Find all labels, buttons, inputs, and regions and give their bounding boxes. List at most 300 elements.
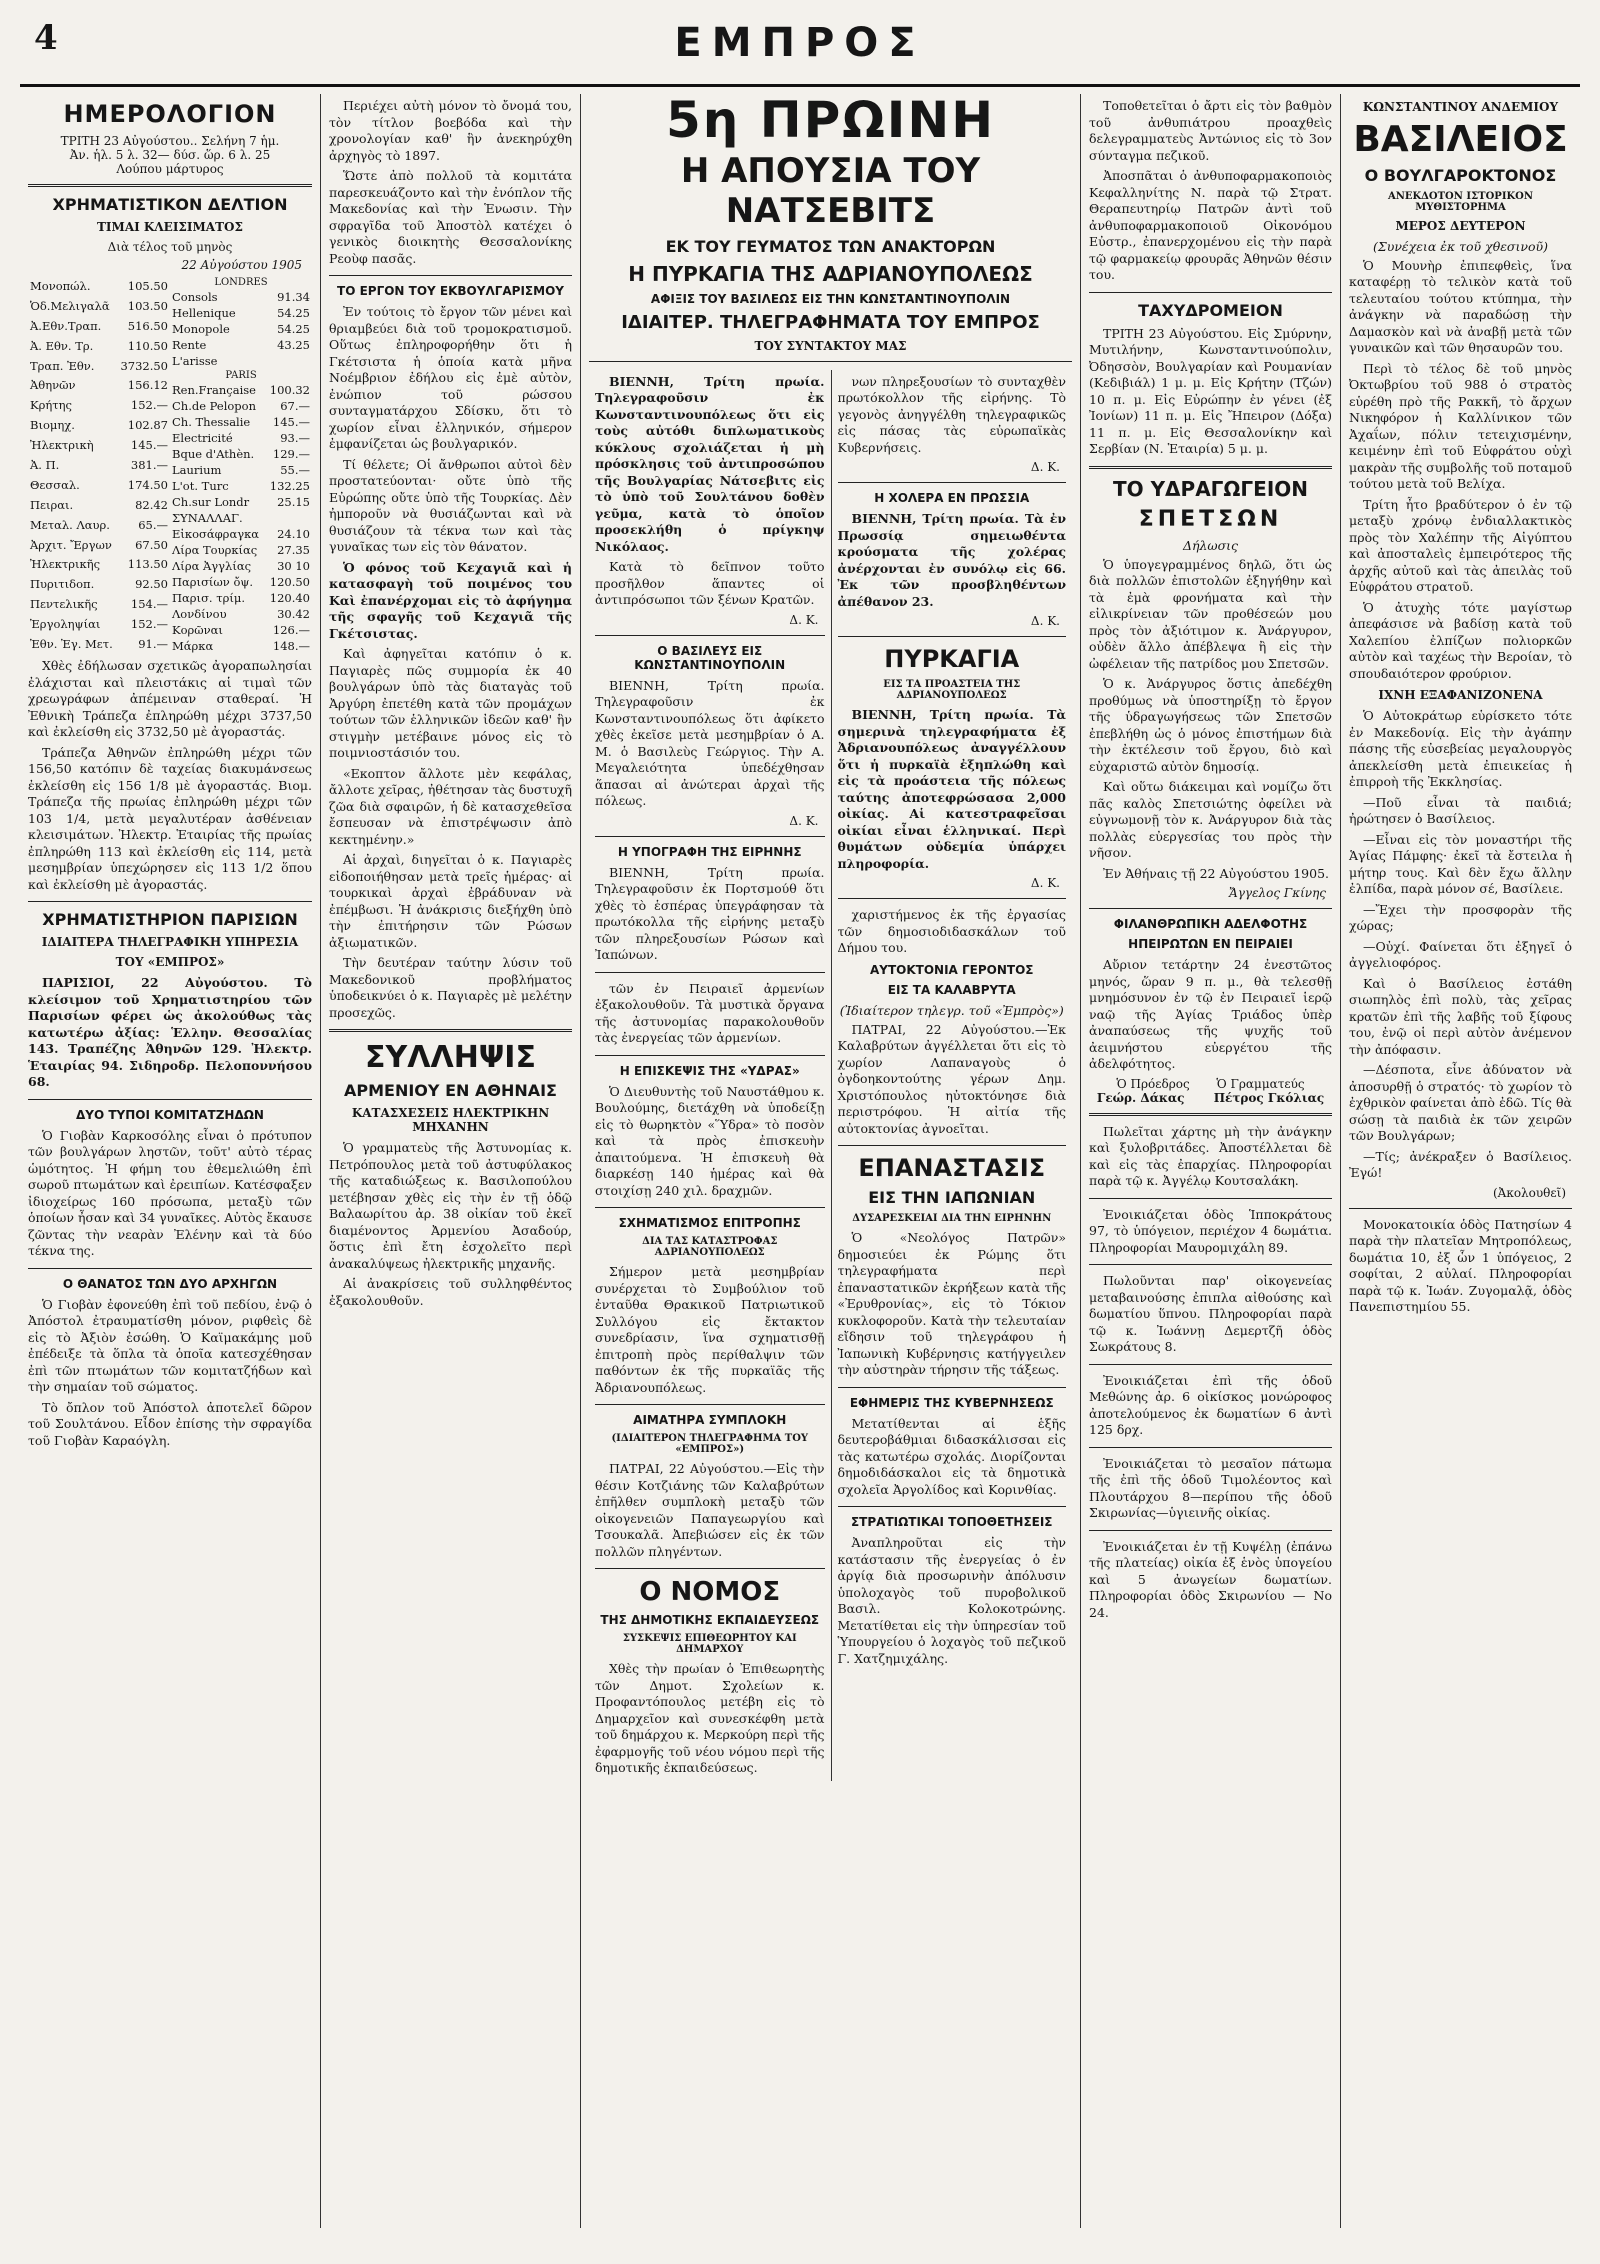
signature: Δ. Κ.: [1030, 876, 1060, 890]
phil-signature-titles: Ὁ Πρόεδρος Ὁ Γραμματεύς: [1116, 1076, 1305, 1091]
rate-label: Ren.Française: [172, 383, 256, 397]
edition-headline: 5η ΠΡΩΙΝΗ: [665, 94, 996, 149]
paris-text: ΠΑΡΙΣΙΟΙ, 22 Αὐγούστου. Τὸ κλείσιμον τοῦ Χρηματιστηρίου τῶν Παρισίων φέρει ὡς ἀκολούθως τὰς κατωτέρω ἀξίας: Ἑλλην. Θεσσαλίας 143. Τραπέζης Ἀθηνῶν 129. Ἠλεκτρ. Ἑταιρίας 94. Σιδηροδρ. Πελοποννήσου 68.: [28, 975, 312, 1089]
serial-text-1: Ὁ Μουνὴρ ἐπιπεφθεὶς, ἵνα καταφέρῃ τὸ τελικὸν κατὰ τοῦ τελευταίου τούτου κτύπημα, τὴν ἀνάγκην νὰ παραδώσῃ τὴν Δαμασκὸν καὶ νὰ ἀναβῇ μετὰ τῶν γυναικῶν καὶ τῶν θησαυρῶν του.: [1349, 257, 1572, 356]
rate-value: 3732.50: [120, 358, 168, 373]
rate-value: 24.10: [277, 527, 310, 541]
spa-text-2: Ὁ κ. Ἀνάργυρος ὅστις ἀπεδέχθη προθύμως νὰ ὑποστηρίξῃ τὸ ἔργον τῆς ὑδραγωγήσεως τῶν Σπετσῶν ἐπεβλήθη ὡς ὁ μόνος ἐπιστήμων διὰ τὴν ἐκτέλεσιν τοῦ ἔργου, διὸ καὶ εὐχαριστῶ αὐτὸν δημοσίᾳ.: [1089, 676, 1332, 774]
rate-label: Παρισ. τρίμ.: [172, 591, 245, 605]
rate-row: [28, 614, 170, 634]
serial-text-4: Ὁ ἀτυχὴς τότε μαγίστωρ ἀπεφάσισε νὰ βαδίσῃ κατὰ τοῦ Χαλεπίου ἐλπίζων πολιορκῶν αὐτὸν καὶ ταχέως τὴν Βεροίαν, τὸ σπουδαιότερον φρούριον.: [1349, 599, 1572, 681]
serial-ad: Μονοκατοικία ὁδὸς Πατησίων 4 παρὰ τὴν πλατεῖαν Μητροπόλεως, δωμάτια 10, ἐξ ὧν 1 ὑπόγειος, 2 σοφίται, 2 αὐλαί. Πληροφορίαι παρὰ τῷ κ. Ἰωάν. Ζυγομαλᾷ, ὁδὸς Πανεπιστημίου 55.: [1349, 1216, 1572, 1315]
serial-title: ΒΑΣΙΛΕΙΟΣ: [1353, 119, 1568, 160]
rate-label: Εἰκοσάφραγκα: [172, 527, 260, 541]
arrest-title: ΣΥΛΛΗΨΙΣ: [365, 1040, 536, 1075]
newspaper-title: ΕΜΠΡΟΣ: [674, 20, 926, 66]
paris-subtitle-2: ΤΟΥ «ΕΜΠΡΟΣ»: [115, 955, 225, 969]
military-text: Ἀναπληροῦται εἰς τὴν κατάστασιν τῆς ἐνεργείας ὁ ἐν ἀργίᾳ διὰ προσωρινὴν ἀπόλυσιν ὑπολοχαγὸς τοῦ πυροβολικοῦ Βασιλ. Κολοκοτρώνης. Μετατίθεται εἰς τὴν ὑπηρεσίαν τοῦ Ὑπουργείου ὁ λοχαγὸς τοῦ πεζικοῦ Γ. Χατζημιχάλης.: [837, 1535, 1066, 1666]
rate-label: Τραπ. Ἐθν.: [30, 358, 95, 373]
calendar-title: ΗΜΕΡΟΛΟΓΙΟΝ: [63, 100, 277, 128]
divider: [1089, 1198, 1332, 1199]
rate-label: Ἀθηνῶν: [30, 378, 76, 393]
phil-title: ΦΙΛΑΝΘΡΩΠΙΚΗ ΑΔΕΛΦΟΤΗΣ: [1113, 917, 1308, 931]
rate-value: 25.15: [277, 495, 310, 509]
rate-value: 82.42: [135, 497, 168, 512]
fight-subtitle: (ΙΔΙΑΙΤΕΡΟΝ ΤΗΛΕΓΡΑΦΗΜΑ ΤΟΥ «ΕΜΠΡΟΣ»): [611, 1433, 809, 1455]
rate-value: 152.—: [130, 617, 168, 632]
rate-row: [28, 495, 170, 515]
rate-value: 91.34: [277, 290, 310, 304]
page-number: 4: [34, 18, 58, 58]
serial-text-11: —Δέσποτα, εἶνε ἀδύνατον νὰ ἀποσυρθῇ ὁ στρατός· τὸ χωρίον τὸ ἐχθρικὸν φαίνεται ἀπὸ ἐδῶ. Τίς θὰ σώσῃ τὰ παιδιὰ ἐκ τῶν χειρῶν τῶν Βουλγάρων;: [1349, 1062, 1572, 1144]
telegram-right: [831, 370, 1073, 1781]
rate-row: [170, 305, 312, 321]
rate-row: [170, 606, 312, 622]
rate-value: 54.25: [277, 322, 310, 336]
divider: [595, 1207, 825, 1208]
rate-value: [266, 510, 312, 526]
work-text-5: «Εκοπτον ἄλλοτε μὲν κεφάλας, ἄλλοτε χεῖρας, ἠθέτησαν τὰς δυστυχῆ ζῶα διὰ σφαιρῶν, ἡ δὲ κατασχεθεῖσα ἔσπευσαν νὰ ἐπιστρέψωσιν ἀπὸ κεκτημένην.»: [329, 765, 572, 847]
rate-value: 154.—: [130, 597, 168, 612]
work-text-6: Αἱ ἀρχαὶ, διηγεῖται ὁ κ. Παγιαρὲς εἰδοποιήθησαν μετὰ τρεῖς ἡμέρας· αἱ τουρκικαὶ ἀρχαὶ ἐβράδυναν νὰ ἐπέμβωσι. Ἡ ἀνάκρισις διεξήχθη ὑπὸ τὴν ἐπιτήρησιν τῶν Ρώσων ἀξιωματικῶν.: [329, 852, 572, 950]
rate-label: Πυριτιδοπ.: [30, 577, 95, 592]
bourse-title: ΧΡΗΜΑΤΙΣΤΙΚΟΝ ΔΕΛΤΙΟΝ: [52, 195, 288, 214]
column-1: [20, 94, 320, 2228]
serial-text-8: —Ἔχει τὴν προσφορὰν τῆς χώρας;: [1349, 901, 1572, 934]
two-types-text: Ὁ Γιοβὰν Καρκοσόλης εἶναι ὁ πρότυπον τῶν βουλγάρων ληστῶν, τοῦτ' αὐτὸ τέρας ὡμότητος. Ἡ φήμη του ἐθεμελιώθη ἐπὶ σωροῦ πτωμάτων καὶ ἐρειπίων. Κατέσφαξεν ἰδιοχείρως 160 πρόσωπα, μεταξὺ τῶν ὁποίων ἦσαν καὶ 34 γυναῖκες. Αὐτὸς ἔκαυσε ζῶντας τὴν νεαρὰν Ἐλένην καὶ τὰ δύο τέκνα της.: [28, 1127, 312, 1258]
divider: [329, 1029, 572, 1032]
rate-value: 43.25: [277, 338, 310, 352]
divider: [28, 184, 312, 187]
column-2: [320, 94, 580, 2228]
rate-row: [170, 321, 312, 337]
rates-section-header: [170, 276, 312, 289]
rate-label: Θεσσαλ.: [30, 477, 80, 492]
rate-value: 148.—: [272, 639, 310, 653]
peace-continued: νων πληρεξουσίων τὸ συνταχθὲν πρωτόκολλον τῆς εἰρήνης. Τὸ γεγονὸς ἀνηγγέλθη τηλεγραφικῶς εἰς πάσας τὰς εὐρωπαϊκὰς Κυβερνήσεις.: [837, 373, 1066, 455]
rate-label: Μονοπώλ.: [30, 278, 91, 293]
rate-row: [28, 395, 170, 415]
rates-section-label: LONDRES: [214, 277, 268, 288]
king-text: ΒΙΕΝΝΗ, Τρίτη πρωία. Τηλεγραφοῦσιν ἐκ Κωνσταντινουπόλεως ὅτι ἀφίκετο χθὲς ἐκεῖσε μετὰ μεσημβρίαν ὁ Α. Μ. ὁ Βασιλεὺς Γεώργιος. Τὴν Α. Μεγαλειότητα ὑπεδέχθησαν ἅπασαι αἱ ἀνώτεραι ἀρχαὶ τῆς πόλεως.: [595, 677, 825, 808]
intro-text: Περιέχει αὐτὴ μόνον τὸ ὄνομά του, τὸν τίτλον βοεβόδα καὶ τὴν χρονολογίαν καθ' ἣν ἀνεκηρύχθη ἀρχηγὸς τὸ 1897.: [329, 98, 572, 163]
rate-value: 110.50: [127, 338, 168, 353]
sub-headline-3: ΑΦΙΞΙΣ ΤΟΥ ΒΑΣΙΛΕΩΣ ΕΙΣ ΤΗΝ ΚΩΝΣΤΑΝΤΙΝΟΥΠΟΛΙΝ: [650, 291, 1011, 306]
rate-value: 91.—: [138, 637, 168, 652]
committee-title: ΣΧΗΜΑΤΙΣΜΟΣ ΕΠΙΤΡΟΠΗΣ: [618, 1216, 801, 1230]
post-title: ΤΑΧΥΔΡΟΜΕΙΟΝ: [1138, 300, 1283, 320]
classified-ad: Πωλεῖται χάρτης μὴ τὴν ἀνάγκην καὶ ξυλοβριτάδες. Ἀποστέλλεται δὲ καὶ εἰς τὰς ἐπαρχίας. Πληροφορίαι παρὰ τῷ κ. Ἀγγέλῳ Κουτσαλάκη.: [1089, 1123, 1332, 1188]
rate-label: Πειραι.: [30, 497, 74, 512]
rate-label: Laurium: [172, 463, 222, 477]
rate-label: Ἠλεκτρικὴ: [30, 438, 94, 453]
phil-subtitle: ΗΠΕΙΡΩΤΩΝ ΕΝ ΠΕΙΡΑΙΕΙ: [1128, 937, 1293, 951]
rate-row: [28, 535, 170, 555]
arrest-subtitle-2: ΚΑΤΑΣΧΕΣΕΙΣ ΗΛΕΚΤΡΙΚΗΝ ΜΗΧΑΝΗΝ: [351, 1106, 550, 1134]
hydra-title: Η ΕΠΙΣΚΕΨΙΣ ΤΗΣ «ΥΔΡΑΣ»: [619, 1063, 800, 1078]
rate-row: [170, 430, 312, 446]
telegram-left: [589, 370, 831, 1781]
divider: [28, 1268, 312, 1269]
rate-row: [170, 337, 312, 353]
rate-value: 55.—: [280, 463, 310, 477]
rates-table-left: [28, 276, 170, 654]
divider: [28, 1099, 312, 1100]
peace-title: Η ΥΠΟΓΡΑΦΗ ΤΗΣ ΕΙΡΗΝΗΣ: [617, 844, 802, 859]
rate-row: [170, 574, 312, 590]
divider: [595, 1568, 825, 1569]
rate-value: 381.—: [130, 457, 168, 472]
sub-headline-2: Η ΠΥΡΚΑΓΙΑ ΤΗΣ ΑΔΡΙΑΝΟΥΠΟΛΕΩΣ: [628, 261, 1033, 286]
rate-value: 126.—: [272, 623, 310, 637]
rate-value: 67.50: [135, 537, 168, 552]
paris-title: ΧΡΗΜΑΤΙΣΤΗΡΙΟΝ ΠΑΡΙΣΙΩΝ: [42, 910, 298, 929]
rate-value: 113.50: [127, 557, 168, 572]
fire-text: ΒΙΕΝΝΗ, Τρίτη πρωία. Τὰ σημερινὰ τηλεγραφήματα ἐξ Ἀδριανουπόλεως ἀναγγέλλουν ὅτι ἡ πυρκαϊὰ ἐξηπλώθη καὶ εἰς τὰ προάστεια τῆς πόλεως ταύτης ἀποτεφρώσασα 2,000 οἰκίας. Αἱ κατεστραφεῖσαι οἰκίαι εἶναι ἑλληνικαί. Περὶ θυμάτων οὐδεμία ὑπάρχει πληροφορία.: [837, 707, 1066, 871]
work-text-7: Τὴν δευτέραν ταύτην λύσιν τοῦ Μακεδονικοῦ προβλήματος ὑποδεικνύει ὁ κ. Παγιαρὲς μὲ μελέτην προσεχῶς.: [329, 955, 572, 1020]
serial-subtitle: Ο ΒΟΥΛΓΑΡΟΚΤΟΝΟΣ: [1364, 165, 1557, 185]
serial-genre: ΑΝΕΚΔΟΤΟΝ ΙΣΤΟΡΙΚΟΝ ΜΥΘΙΣΤΟΡΗΜΑ: [1387, 190, 1534, 213]
law-subtitle: ΤΗΣ ΔΗΜΟΤΙΚΗΣ ΕΚΠΑΙΔΕΥΣΕΩΣ: [600, 1613, 820, 1627]
rate-row: [28, 515, 170, 535]
rate-value: 120.40: [269, 591, 310, 605]
rate-row: [28, 336, 170, 356]
revolution-title: ΕΠΑΝΑΣΤΑΣΙΣ: [858, 1154, 1046, 1182]
revolution-subtitle: ΕΙΣ ΤΗΝ ΙΑΠΩΝΙΑΝ: [868, 1188, 1036, 1207]
rate-value: 156.12: [127, 378, 168, 393]
rate-value: [266, 353, 312, 369]
rate-label: Βιομηχ.: [30, 418, 75, 433]
rate-label: Ἀ. Εθν. Τρ.: [30, 338, 94, 353]
rate-label: Λίρα Τουρκίας: [172, 543, 258, 557]
rate-label: Ἐργοληψίαι: [30, 617, 101, 632]
rate-row: [28, 554, 170, 574]
bourse-text-1: Χθὲς ἐδήλωσαν σχετικῶς ἀγοραπωλησίαι ἐλάχισται καὶ πλειστάκις αἱ τιμαὶ τῶν χρεωγράφων ἀπέμειναν σταθεραί. Ἡ Ἐθνικὴ Τράπεζα ἐπληρώθη μέχρι 3737,50 καὶ ἐκλείσθη εἰς 3732,50 μὲ ἀγοραστάς.: [28, 658, 312, 739]
rate-label: ΣΥΝΑΛΛΑΓ.: [172, 511, 243, 525]
rate-row: [170, 462, 312, 478]
rate-value: 30 10: [277, 559, 310, 573]
revolution-text: Ὁ «Νεολόγος Πατρῶν» δημοσιεύει ἐκ Ρώμης ὅτι τηλεγραφήματα περὶ ἐπαναστατικῶν ἐκρήξεων κατὰ τῆς «Ἐρυθρονίας», εἰς τὸ Τόκιον κυκλοφοροῦν. Κατὰ τὴν τελευταίαν εἴδησιν τοῦ τηλεγράφου ἡ Ἰαπωνικὴ Κυβέρνησις κατήγγειλεν τὴν αὐστηρὰν τήρησιν τῆς τάξεως.: [837, 1230, 1066, 1377]
divider: [1089, 1364, 1332, 1365]
rate-row: [170, 289, 312, 305]
fight-text: ΠΑΤΡΑΙ, 22 Αὐγούστου.—Εἰς τὴν θέσιν Κοτζιάνης τῶν Καλαβρύτων ἐπῆλθεν συμπλοκὴ μεταξὺ τῶν οἰκογενειῶν Παπαγεωργίου καὶ Τσουκαλᾶ. Ἀπεβιώσεν εἰς ἐκ τῶν πολλῶν πληγέντων.: [595, 1461, 825, 1559]
rate-label: L'arisse: [172, 354, 218, 368]
rates-section-header: [170, 369, 312, 382]
armen-text: τῶν ἐν Πειραιεῖ ἀρμενίων ἐξακολουθοῦν. Τὰ μυστικὰ ὄργανα τῆς ἀστυνομίας παρακολουθοῦν τὰς ἐνεργείας τῶν ἀρμενίων.: [595, 980, 825, 1045]
sub-headline-5: ΤΟΥ ΣΥΝΤΑΚΤΟΥ ΜΑΣ: [754, 338, 907, 353]
fight-title: ΑΙΜΑΤΗΡΑ ΣΥΜΠΛΟΚΗ: [633, 1413, 787, 1427]
rate-row: [170, 558, 312, 574]
column-5: [1340, 94, 1580, 2228]
calendar-line-1: ΤΡΙΤΗ 23 Αὐγούστου.. Σελήνη 7 ἡμ.: [60, 134, 280, 148]
arrest-subtitle: ΑΡΜΕΝΙΟΥ ΕΝ ΑΘΗΝΑΙΣ: [344, 1081, 557, 1100]
rate-row: [170, 622, 312, 638]
rate-label: L'ot. Turc: [172, 479, 229, 493]
rate-value: 132.25: [269, 479, 310, 493]
cholera-title: Η ΧΟΛΕΡΑ ΕΝ ΠΡΩΣΣΙΑ: [874, 491, 1030, 505]
rate-label: Ἐθν. Ἐγ. Μετ.: [30, 637, 113, 652]
rate-row: [28, 475, 170, 495]
signature: Δ. Κ.: [1030, 460, 1060, 474]
sub-headline-4: ΙΔΙΑΙΤΕΡ. ΤΗΛΕΓΡΑΦΗΜΑΤΑ ΤΟΥ ΕΜΠΡΟΣ: [621, 311, 1040, 333]
column-3: [580, 94, 1080, 2228]
rate-label: Λίρα Ἀγγλίας: [172, 559, 252, 573]
divider: [838, 898, 1067, 899]
suicide-note: (Ἰδιαίτερον τηλεγρ. τοῦ «Ἐμπρὸς»): [839, 1002, 1064, 1018]
serial-text-6: —Ποῦ εἶναι τὰ παιδιά; ἠρώτησεν ὁ Βασίλειος.: [1349, 794, 1572, 827]
divider: [1089, 1113, 1332, 1116]
classified-ad: Ἐνοικιάζεται ὁδὸς Ἱπποκράτους 97, τὸ ὑπόγειον, περιέχον 4 δωμάτια. Πληροφορίαι Μαυρομιχάλη 89.: [1089, 1206, 1332, 1255]
rate-row: [28, 356, 170, 376]
divider: [1089, 1530, 1332, 1531]
divider: [838, 636, 1067, 637]
spa-text-1: Ὁ ὑπογεγραμμένος δηλῶ, ὅτι ὡς διὰ πολλῶν ἐπιστολῶν ἐξηγήθην καὶ τὰ ἐμὰ φρονήματα καὶ τὴν εἰλικρίνειαν τῶν προθέσεών μου πρὸς τὸν ἀξιότιμον κ. Ἀνάργυρον, οὐδὲν ἄλλο ἀπέβλεψα ἢ εἰς τὴν ὠφέλειαν τῆς πατρίδος μου Σπετσῶν.: [1089, 556, 1332, 671]
rate-value: 105.50: [127, 278, 168, 293]
serial-text-12: —Τίς; ἀνέκραξεν ὁ Βασίλειος. Ἐγώ!: [1349, 1148, 1572, 1181]
rate-row: [28, 316, 170, 336]
rate-row: [28, 296, 170, 316]
rate-value: 54.25: [277, 306, 310, 320]
spa-signature: Ἄγγελος Γκίνης: [1228, 886, 1326, 900]
serial-continued-from: (Συνέχεια ἐκ τοῦ χθεσινοῦ): [1373, 238, 1548, 254]
divider: [838, 1145, 1067, 1146]
divider: [1349, 1208, 1572, 1209]
rate-label: Πεντελικῆς: [30, 597, 98, 612]
rate-value: 67.—: [280, 399, 310, 413]
rate-label: Electricité: [172, 431, 233, 445]
serial-text-3: Τρίτη ἦτο βραδύτερον ὁ ἐν τῷ μεταξὺ χρόνῳ ἐνδιαλλακτικὸς πρὸς τὸν Χαλέπην τῆς Αἰγύπτου καὶ ἀποσταλεὶς ἐμπειρότερος τῆς ἀρχῆς αὐτοῦ καὶ τὰς ἀπειλὰς τοῦ Εὐφράτου στρατοῦ.: [1349, 496, 1572, 595]
serial-author: ΚΩΝΣΤΑΝΤΙΝΟΥ ΑΝΔΕΜΙΟΥ: [1362, 100, 1559, 114]
rate-row: [28, 594, 170, 614]
rate-value: 100.32: [269, 383, 310, 397]
rate-row: [170, 446, 312, 462]
rate-value: 65.—: [138, 517, 168, 532]
main-headline: Η ΑΠΟΥΣΙΑ ΤΟΥ ΝΑΤΣΕΒΙΤΣ: [680, 150, 981, 231]
spa-subtitle: ΣΠΕΤΣΩΝ: [1138, 506, 1283, 532]
rate-label: Μάρκα: [172, 639, 214, 653]
rate-label: Παρισίων ὄψ.: [172, 575, 254, 589]
rate-value: 27.35: [277, 543, 310, 557]
rate-value: 152.—: [130, 398, 168, 413]
gazette-title: ΕΦΗΜΕΡΙΣ ΤΗΣ ΚΥΒΕΡΝΗΣΕΩΣ: [849, 1395, 1054, 1410]
rate-value: 129.—: [272, 447, 310, 461]
committee-subtitle: ΔΙΑ ΤΑΣ ΚΑΤΑΣΤΡΟΦΑΣ ΑΔΡΙΑΝΟΥΠΟΛΕΩΣ: [642, 1236, 778, 1258]
serial-text-2: Περὶ τὸ τέλος δὲ τοῦ μηνὸς Ὀκτωβρίου τοῦ 988 ὁ στρατὸς εὑρέθη πρὸ τῆς Ρακκῆ, τὸ ἄρχων Νικηφόρον ἡ Καλλίνικον τῶν Ἀχαΐων, πόλιν τετειχισμένην, κειμένην ἐπὶ τοῦ Εὐφράτου οὐχὶ μακρὰν τῆς συμβολῆς τοῦ ποταμοῦ τούτου μετὰ τοῦ Βελίχα.: [1349, 360, 1572, 492]
death-text: Ὁ Γιοβὰν ἐφονεύθη ἐπὶ τοῦ πεδίου, ἐνῷ ὁ Ἀπόστολ ἐτραυματίσθη μόνον, ριφθεὶς δὲ εἰς τὸ Ἀξιὸν ἐσώθη. Ὁ Καϊμακάμης μοῦ ἐπέδειξε τὰ ὅπλα τὰ ὁποῖα κατεσχέθησαν ἐπὶ τῶν πτωμάτων τῶν κομιτατζήδων καὶ τὴν σημαίαν τοῦ σώματος.: [28, 1296, 312, 1394]
military-title: ΣΤΡΑΤΙΩΤΙΚΑΙ ΤΟΠΟΘΕΤΗΣΕΙΣ: [850, 1515, 1053, 1529]
newspaper-page: [20, 16, 1580, 2228]
divider: [1089, 292, 1332, 293]
phil-signatures: Γεώρ. Δάκας Πέτρος Γκόλιας: [1096, 1090, 1325, 1105]
intro-text-2: Ὥστε ἀπὸ πολλοῦ τὰ κομιτάτα παρεσκευάζοντο καὶ τὴν ἐνόπλον τῆς Μακεδονίας καὶ τὴν Ἑνωσιν. Τὴν σφραγῖδα τοῦ Ἀποστὸλ κατέχει ὁ γενικὸς διοικητὴς Θεσσαλονίκης Ρεοὺφ πασᾶς.: [329, 168, 572, 266]
rate-row: [28, 375, 170, 395]
serial-to-be-continued: (Ἀκολουθεῖ): [1492, 1185, 1566, 1200]
masthead: [20, 16, 1580, 87]
divider: [28, 901, 312, 902]
paris-subtitle: ΙΔΙΑΙΤΕΡΑ ΤΗΛΕΓΡΑΦΙΚΗ ΥΠΗΡΕΣΙΑ: [41, 935, 299, 949]
signature: Δ. Κ.: [789, 813, 819, 828]
rate-row: [170, 353, 312, 369]
rate-label: Μεταλ. Λαυρ.: [30, 517, 110, 532]
posting-text: Τοποθετεῖται ὁ ἄρτι εἰς τὸν βαθμὸν τοῦ ἀνθυπιάτρου προαχθεὶς δελεγραμματεὺς Ἀντώνιος εἰς τὸ 3ον σύνταγμα πεζικοῦ.: [1089, 98, 1332, 163]
divider: [595, 635, 825, 636]
rate-row: [170, 542, 312, 558]
two-types-title: ΔΥΟ ΤΥΠΟΙ ΚΟΜΙΤΑΤΖΗΔΩΝ: [76, 1107, 264, 1122]
rates-table-right: [170, 276, 312, 654]
revolution-subtitle-2: ΔΥΣΑΡΕΣΚΕΙΑΙ ΔΙΑ ΤΗΝ ΕΙΡΗΝΗΝ: [852, 1213, 1052, 1224]
calendar-line-3: Λούπου μάρτυρος: [116, 162, 224, 176]
telegram-columns: [589, 370, 1072, 1781]
divider: [1089, 1264, 1332, 1265]
rate-row: [170, 510, 312, 526]
work-text-4: Καὶ ἀφηγεῖται κατόπιν ὁ κ. Παγιαρὲς πῶς συμμορία ἐκ 40 βουλγάρων ὑπὸ τὰς διαταγὰς τοῦ Ἀργύρη ἐπετέθη κατὰ τῶν προμάχων τούτων τῶν ἑλληνικῶν ἰδεῶν καθ' ἣν στιγμὴν μετέβαινε μόνος εἰς τὸ ποιμνιοστάσιόν του.: [329, 646, 572, 760]
death-text-2: Τὸ ὄπλον τοῦ Ἀπόστολ ἀποτελεῖ δῶρον τοῦ Σουλτάνου. Εἶδον ἐπίσης τὴν σφραγίδα τοῦ Γιοβὰν Καραόγλη.: [28, 1399, 312, 1448]
rates-tables: [28, 276, 312, 654]
arrest-text: Ὁ γραμματεὺς τῆς Ἀστυνομίας κ. Πετρόπουλος μετὰ τοῦ ἀστυφύλακος τῆς καταδιώξεως κ. Βασιλοπούλου μετέβησαν χθὲς εἰς τὴν ἐν τῇ ὁδῷ Βαλαωρίτου ἀρ. 38 οἰκίαν τοῦ ἐκεῖ διαμένοντος Ἀρμενίου Ἀσαδούρ, ὅστις ἐπὶ ἔτη ἐσχολεῖτο περὶ ἀνακαλύψεως ἠλεκτρικῆς μηχανῆς.: [329, 1140, 572, 1271]
rate-row: [170, 382, 312, 398]
rate-value: 120.50: [269, 575, 310, 589]
telegram-1-text: Κατὰ τὸ δεῖπνον τοῦτο προσῆλθον ἅπαντες οἱ ἀντιπρόσωποι τῶν ξένων Κρατῶν.: [595, 559, 825, 607]
rate-row: [28, 455, 170, 475]
spa-note: Δήλωσις: [1182, 537, 1239, 553]
serial-part: ΜΕΡΟΣ ΔΕΥΤΕΡΟΝ: [1395, 218, 1526, 233]
divider: [595, 1055, 825, 1056]
rate-label: Κορῶναι: [172, 623, 223, 637]
rate-value: 93.—: [280, 431, 310, 445]
law-text: Χθὲς τὴν πρωίαν ὁ Ἐπιθεωρητὴς τῶν Δημοτ. Σχολείων κ. Προφαντόπουλος μετέβη εἰς τὸ Δημαρχεῖον καὶ συνεσκέφθη μετὰ τοῦ δημάρχου κ. Μερκούρη περὶ τῆς ἐφαρμογῆς τοῦ νέου νόμου περὶ τῆς δημοτικῆς ἐκπαιδεύσεως.: [595, 1661, 825, 1775]
law-title: Ο ΝΟΜΟΣ: [639, 1577, 781, 1607]
king-title: Ο ΒΑΣΙΛΕΥΣ ΕΙΣ ΚΩΝΣΤΑΝΤΙΝΟΥΠΟΛΙΝ: [634, 643, 786, 672]
rate-row: [170, 494, 312, 510]
column-4: [1080, 94, 1340, 2228]
rate-value: 103.50: [127, 298, 168, 313]
rate-label: Ch. Thessalie: [172, 415, 251, 429]
rate-label: Monopole: [172, 322, 230, 336]
divider: [1089, 466, 1332, 469]
suicide-subtitle: ΕΙΣ ΤΑ ΚΑΛΑΒΡΥΤΑ: [887, 982, 1016, 997]
rate-row: [170, 398, 312, 414]
suicide-text: ΠΑΤΡΑΙ, 22 Αὐγούστου.—Ἐκ Καλαβρύτων ἀγγέλλεται ὅτι εἰς τὸ χωρίον Λαπαναγοὺς ὁ ὀγδοηκοντούτης γέρων Δημ. Χριστόπουλος ηὐτοκτόνησε διὰ περιστρόφου. Ἡ αἰτία τῆς αὐτοκτονίας ἀγνοεῖται.: [837, 1021, 1066, 1136]
rate-row: [28, 634, 170, 654]
work-text-2: Τί θέλετε; Οἱ ἄνθρωποι αὐτοὶ δὲν προστατεύονται· οὔτε ὑπὸ τῆς Εὐρώπης οὔτε ὑπὸ τῆς Τουρκίας. Δὲν ἠμποροῦν νὰ θυσιάζωνται καὶ νὰ θυσιάζουν τὰ τέκνα των καὶ τὰς γυναῖκας των εἰς τὸν θάνατον.: [329, 456, 572, 554]
rate-label: Hellenique: [172, 306, 236, 320]
rate-row: [28, 435, 170, 455]
suicide-lead: χαριστήμενος ἐκ τῆς ἐργασίας τῶν δημοσιοδιδασκάλων τοῦ Δήμου του.: [837, 907, 1066, 955]
divider: [595, 1404, 825, 1405]
rate-label: Ὁδ.Μελιγαλᾶ: [30, 298, 110, 313]
rate-value: 516.50: [127, 318, 168, 333]
bourse-subtitle: ΤΙΜΑΙ ΚΛΕΙΣΙΜΑΤΟΣ: [97, 220, 243, 234]
serial-text-7: —Εἶναι εἰς τὸν μοναστήρι τῆς Ἁγίας Πάμφης· ἐκεῖ τὰ ἔστειλα ἡ μήτηρ τους. Καὶ δὲν ἔχω ἄλλην ἐλπίδα, παρὰ μόνον σέ, Βασίλειε.: [1349, 831, 1572, 897]
fire-title: ΠΥΡΚΑΓΙΑ: [884, 645, 1020, 673]
rate-row: [28, 415, 170, 435]
divider: [329, 275, 572, 276]
rate-label: Ἠλεκτρικῆς: [30, 557, 101, 572]
death-title: Ο ΘΑΝΑΤΟΣ ΤΩΝ ΔΥΟ ΑΡΧΗΓΩΝ: [62, 1276, 278, 1291]
post-text: ΤΡΙΤΗ 23 Αὐγούστου. Εἰς Σμύρνην, Μυτιλήνην, Κωνσταντινούπολιν, Ὀδησσὸν, Βουλγαρίαν καὶ Ρουμανίαν (Κεδιβιάλ) 1 μ. μ. Εἰς Κρήτην (Τζών) 10 π. μ. Εἰς Εὐρώπην ἐν γένει (ἐξ Ἰονίων) 11 π. μ. Εἰς Ἤπειρον (Δόξα) 11 π. μ. Εἰς Θεσσαλονίκην καὶ Σερβίαν (Ν. Ἑταιρία) 5 μ. μ.: [1089, 325, 1332, 456]
law-subtitle-2: ΣΥΣΚΕΨΙΣ ΕΠΙΘΕΩΡΗΤΟΥ ΚΑΙ ΔΗΜΑΡΧΟΥ: [622, 1633, 797, 1655]
rate-value: 30.42: [277, 607, 310, 621]
spa-title: ΤΟ ΥΔΡΑΓΩΓΕΙΟΝ: [1112, 476, 1309, 501]
cholera-text: ΒΙΕΝΝΗ, Τρίτη πρωία. Τὰ ἐν Πρωσσίᾳ σημειωθέντα κρούσματα τῆς χολέρας ἀνέρχονται ἐν συνόλῳ εἰς 66. Ἐκ τῶν προσβληθέντων ἀπέθανον 23.: [837, 511, 1066, 609]
rate-label: Ch.de Pelopon: [172, 399, 257, 413]
classified-ad: Πωλοῦνται παρ' οἰκογενείας μεταβαινούσης ἐπιπλα αἰθούσης καὶ δωματίου ὕπνου. Πληροφορίαι παρὰ τῷ κ. Ἰωάννῃ Δεμερτζῆ ὁδὸς Σωκράτους 8.: [1089, 1273, 1332, 1354]
serial-section-title: ΙΧΝΗ ΕΞΑΦΑΝΙΖΟΝΕΝΑ: [1378, 688, 1543, 703]
bourse-text-2: Τράπεζα Ἀθηνῶν ἐπληρώθη μέχρι τῶν 156,50 κατόπιν δὲ ταχείας διακυμάνσεως ἐκλείσθη εἰς 156 1/8 μὲ ἀγοραστάς. Βιομ. Τράπεζα τῆς πρωίας ἐπληρώθη μέχρι τῶν 103 1/4, μετὰ μεγαλυτέραν ἀσθένειαν κλεισιμάτων. Ἠλεκτρ. Ἑταιρίας τῆς πρωίας ἐπληρώθη 113 καὶ ἐκλείσθη εἰς 114, μετὰ μεσημβρίαν ὑπεχώρησεν εἰς 113 1/2 ὅπου καὶ ἐκλείσθη μὲ ἀγοραστάς.: [28, 744, 312, 892]
rate-row: [28, 276, 170, 296]
rate-label: Ἀρχιτ. Ἔργων: [30, 537, 112, 552]
rate-label: Κρήτης: [30, 398, 72, 413]
rate-value: 102.87: [127, 418, 168, 433]
rate-row: [170, 590, 312, 606]
rate-label: Ἀ. Π.: [30, 457, 60, 472]
work-title: ΤΟ ΕΡΓΟΝ ΤΟΥ ΕΚΒΟΥΛΓΑΡΙΣΜΟΥ: [337, 284, 564, 298]
classified-ads: [1089, 1124, 1332, 1622]
calendar-line-2: Ἀν. ἡλ. 5 λ. 32— δύσ. ὥρ. 6 λ. 25: [69, 148, 271, 162]
peace-text: ΒΙΕΝΝΗ, Τρίτη πρωία. Τηλεγραφοῦσιν ἐκ Πορτσμούθ ὅτι χθὲς τὸ ἑσπέρας ὑπεγράφησαν τὰ πρωτόκολλα τῆς εἰρήνης μεταξὺ τῶν πληρεξουσίων Ρώσων καὶ Ἰαπώνων.: [595, 864, 825, 962]
telegram-1: ΒΙΕΝΝΗ, Τρίτη πρωία. Τηλεγραφοῦσιν ἐκ Κωνσταντινουπόλεως ὅτι εἰς τοὺς αὐτόθι διπλωματικοὺς κύκλους σχολιάζεται ἡ μὴ πρόσκλησις τοῦ ἀντιπροσώπου τῆς Βουλγαρίας Νάτσεβιτς εἰς τὸ ὑπὸ τοῦ Σουλτάνου δοθὲν γεῦμα, κατὰ τὸ ὁποῖον προσεκλήθη ὁ πρίγκηψ Νικόλαος.: [595, 373, 825, 554]
divider: [838, 1387, 1067, 1388]
posting-text-2: Ἀποσπᾶται ὁ ἀνθυποφαρμακοποιὸς Κεφαλληνίτης Ν. παρὰ τῷ Στρατ. Θεραπευτηρίῳ Πατρῶν ἀντὶ τοῦ ἀνθυποφαρμακοποιοῦ Οἰκονόμου Εὐστρ., ἐπανερχομένου εἰς τὴν παρὰ τῷ φαρμακείῳ φρουρᾶς Ἀθηνῶν θέσιν του.: [1089, 168, 1332, 282]
rate-row: [170, 638, 312, 654]
columns: [20, 94, 1580, 2228]
work-text-3: Ὁ φόνος τοῦ Κεχαγιᾶ καὶ ἡ κατασφαγὴ τοῦ ποιμένος του Καὶ ἐπανέρχομαι εἰς τὸ ἀφήγημα τῆς σφαγῆς τοῦ Κεχαγιᾶ τῆς Γκέτσιστας.: [329, 559, 572, 641]
rates-section-label: PARIS: [225, 370, 257, 381]
sub-headline-1: ΕΚ ΤΟΥ ΓΕΥΜΑΤΟΣ ΤΩΝ ΑΝΑΚΤΟΡΩΝ: [665, 236, 996, 256]
divider: [1089, 1447, 1332, 1448]
bourse-subtitle-2: Διὰ τέλος τοῦ μηνὸς: [107, 240, 233, 254]
rate-row: [28, 574, 170, 594]
suicide-title: ΑΥΤΟΚΤΟΝΙΑ ΓΕΡΟΝΤΟΣ: [870, 962, 1034, 977]
rate-value: 145.—: [130, 438, 168, 453]
rate-label: Ch.sur Londr: [172, 495, 250, 509]
divider: [838, 1506, 1067, 1507]
rate-label: Λονδίνου: [172, 607, 227, 621]
rate-row: [170, 414, 312, 430]
rate-label: Rente: [172, 338, 207, 352]
divider: [589, 361, 1072, 362]
serial-text-9: —Οὐχί. Φαίνεται ὅτι ἐξηγεῖ ὁ ἀγγελιοφόρος.: [1349, 938, 1572, 971]
rate-value: 92.50: [135, 577, 168, 592]
classified-ad: Ἐνοικιάζεται τὸ μεσαῖον πάτωμα τῆς ἐπὶ τῆς ὁδοῦ Τιμολέοντος καὶ Πλουτάρχου 8—περίπου τῆς ὁδοῦ Σκιρωνίας—ὑγιεινῆς οἰκίας.: [1089, 1455, 1332, 1520]
rate-value: 145.—: [272, 415, 310, 429]
fire-subtitle: ΕΙΣ ΤΑ ΠΡΟΑΣΤΕΙΑ ΤΗΣ ΑΔΡΙΑΝΟΥΠΟΛΕΩΣ: [883, 679, 1021, 701]
rate-value: 174.50: [127, 477, 168, 492]
rate-label: Consols: [172, 290, 218, 304]
rate-label: Ἀ.Εθν.Τραπ.: [30, 318, 102, 333]
divider: [595, 972, 825, 973]
serial-text-5: Ὁ Αὐτοκράτωρ εὑρίσκετο τότε ἐν Μακεδονίᾳ. Εἰς τὴν ἀγάπην πάσης τῆς εὐσεβείας μεγαλουργὸς ἀπεκλείσθη μετὰ ἐπιεικείας ἡ ἐπιρροὴ τῆς Ἐκκλησίας.: [1349, 708, 1572, 790]
divider: [838, 482, 1067, 483]
rate-label: Bque d'Athèn.: [172, 447, 255, 461]
bourse-date: 22 Αὐγούστου 1905: [181, 258, 302, 272]
rate-row: [170, 478, 312, 494]
spa-text-3: Καὶ οὕτω διάκειμαι καὶ νομίζω ὅτι πᾶς καλὸς Σπετσιώτης ὀφείλει νὰ εὐγνωμονῇ τὸν κ. Ἀνάργυρον διὰ τὰς πολλὰς εὐεργεσίας του πρὸς τὴν νῆσον.: [1089, 779, 1332, 860]
divider: [1089, 908, 1332, 909]
arrest-text-2: Αἱ ἀνακρίσεις τοῦ συλληφθέντος ἐξακολουθοῦν.: [329, 1276, 572, 1308]
classified-ad: Ἐνοικιάζεται ἐν τῇ Κυψέλῃ (ἐπάνω τῆς πλατείας) οἰκία ἐξ ἑνὸς ὑπογείου καὶ 5 ἀνωγείων δωματίων. Πληροφορίαι ὁδὸς Σκιρωνίου — Νο 24.: [1089, 1538, 1332, 1620]
signature: Δ. Κ.: [1030, 614, 1060, 628]
hydra-text: Ὁ Διευθυντὴς τοῦ Ναυστάθμου κ. Βουλούμης, διετάχθη νὰ ὑποδείξῃ εἰς τὸ θωρηκτὸν «Ὕδρα» τὸ ποσὸν καὶ τὰ πρὸς ἐπισκευὴν ἀπαιτούμενα. Ἡ ἐπισκευὴ θὰ διαρκέσῃ 140 ἡμέρας καὶ θὰ στοιχίσῃ 240 χιλ. δραχμῶν.: [595, 1083, 825, 1198]
gazette-text: Μετατίθενται αἱ ἑξῆς δευτεροβάθμιαι διδασκάλισσαι εἰς τὰς κατωτέρω σχολάς. Διορίζονται δημοδιδάσκαλοι εἰς τὰ δημοτικὰ σχολεῖα Ἀργολίδος καὶ Κορινθίας.: [837, 1415, 1066, 1497]
serial-text-10: Καὶ ὁ Βασίλειος ἐστάθη σιωπηλὸς ἐπὶ πολὺ, τὰς χεῖρας κρατῶν ἐπὶ τῆς λαβῆς τοῦ ξίφους του, ἐνῷ οἱ περὶ αὐτὸν ἀνέμενον τὴν ἀπόφασιν.: [1349, 975, 1572, 1057]
spa-date: Ἐν Ἀθήναις τῇ 22 Αὐγούστου 1905.: [1103, 865, 1330, 881]
divider: [595, 836, 825, 837]
committee-text: Σήμερον μετὰ μεσημβρίαν συνέρχεται τὸ Συμβούλιον τοῦ ἐνταῦθα Θρακικοῦ Πατριωτικοῦ Συλλόγου εἰς ἔκτακτον συνεδρίασιν, ἵνα σχηματισθῇ ἐπιτροπὴ πρὸς περίθαλψιν τῶν παθόντων ἐκ τῆς πυρκαϊᾶς τῆς Ἀδριανουπόλεως.: [595, 1264, 825, 1395]
rate-row: [170, 526, 312, 542]
signature: Δ. Κ.: [789, 612, 819, 627]
phil-text: Αὔριον τετάρτην 24 ἐνεστῶτος μηνός, ὥραν 9 π. μ., θὰ τελεσθῇ μνημόσυνον ἐν τῷ ἐν Πειραιεῖ ἱερῷ ναῷ τῆς Ἁγίας Τριάδος ὑπὲρ ἀναπαύσεως τῆς ψυχῆς τοῦ ἀειμνήστου εὐεργέτου τῆς ἀδελφότητος.: [1089, 957, 1332, 1071]
